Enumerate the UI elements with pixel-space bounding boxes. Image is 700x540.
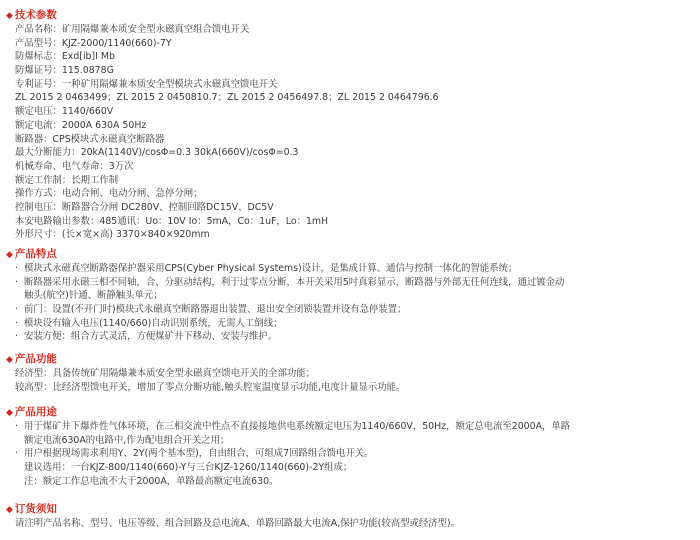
order-section [0,502,700,531]
functions-line: 经济型：具备传统矿用隔爆兼本质安全型永磁真空馈电开关的全部功能； [15,368,316,379]
tech-line: 防爆证号：115.0878G [15,65,114,77]
features-heading: ◆ 产品特点 [6,248,57,260]
functions-section [0,352,700,394]
diamond-icon: ◆ [6,11,13,21]
bullet-dot: · [15,331,18,343]
tech-line: 产品名称：矿用隔爆兼本质安全型永磁真空组合馈电开关 [15,24,250,35]
tech-line: 最大分断能力：20kA(1140V)/cosΦ=0.3 30kA(660V)/cosΦ=0.3 [15,147,299,159]
features-item: · 前门：设置(不开门时)模块式永磁真空断路器退出装置、退出安全闭锁装置并设有急停装置； [15,304,407,316]
usage-item: 注：额定工作总电流不大于2000A，单路最高额定电流630。 [24,475,279,487]
tech-line: 控制电压：断路器合分闸 DC280V、控制回路DC15V、DC5V [15,201,274,213]
usage-item: · 用于煤矿井下爆炸性气体环境，在三相交流中性点不直接接地供电系统额定电压为1140/660V，50Hz，额定总电流至2000A，单路 [15,421,571,432]
features-item: · 安装方便：组合方式灵活，方便煤矿井下移动、安装与维护。 [15,331,278,343]
usage-item: 额定电流630A的电路中,作为配电组合开关之用； [24,434,230,446]
features-section [0,247,700,344]
tech-section [0,8,700,242]
diamond-icon: ◆ [6,408,13,418]
usage-heading: ◆ 产品用途 [6,406,57,418]
bullet-dot: · [15,276,18,288]
tech-line: 本安电路输出参数：485通讯：Uo：10V Io：5mA，Co：1uF，Lo：1mH [15,215,329,227]
tech-line: 额定电压：1140/660V [15,106,114,118]
tech-line: 产品型号：KJZ-2000/1140(660)-7Y [15,37,172,49]
tech-line: 专利证号：一种矿用隔爆兼本质安全型模块式永磁真空馈电开关 [15,78,278,90]
tech-line: 额定电流：2000A 630A 50Hz [15,119,147,131]
bullet-dot: · [15,304,18,316]
tech-line: 操作方式：电动合闸、电动分闸、急停分闸； [15,188,203,200]
features-item: · 断路器采用永磁三相不同轴，合、分驱动结构，利于过零点分断，本开关采用5吋真彩显示，断路器与外部无任何连线，通过镀金动 [15,276,565,288]
bullet-dot: · [15,448,18,460]
tech-line: 外形尺寸：(长×宽×高) 3370×840×920mm [15,229,210,241]
bullet-dot: · [15,263,18,274]
usage-item: 建议选用：一台KJZ-800/1140(660)-Y与三台KJZ-1260/1140(660)-2Y组成； [24,462,353,474]
usage-item: · 用户根据现场需求利用Y、2Y(两个基本型)，自由组合，可组成7回路组合馈电开关。 [15,448,374,460]
functions-line: 较高型：比经济型馈电开关，增加了零点分断功能,触头腔室温度显示功能,电度计量显示功能。 [15,381,406,393]
order-heading: ◆ 订货须知 [6,503,57,515]
tech-line: 断路器：CPS模块式永磁真空断路器 [15,133,165,145]
features-item: · 模块设有输入电压(1140/660)自动识别系统，无需人工倒线； [15,317,283,329]
tech-line: 防爆标志：Exd[ib]I Mb [15,51,115,63]
diamond-icon: ◆ [6,505,13,515]
tech-heading: ◆ 技术参数 [6,9,57,21]
features-item: 触头(航空)针通、断静触头单元； [24,290,163,302]
bullet-dot: · [15,317,18,329]
usage-section [0,405,700,488]
diamond-icon: ◆ [6,355,13,365]
tech-line: ZL 2015 2 0463499；ZL 2015 2 0450810.7；ZL 2015 2 0456497.8；ZL 2015 2 0464796.6 [15,92,439,104]
functions-heading: ◆ 产品功能 [6,353,57,365]
tech-line: 机械寿命、电气寿命：3万次 [15,160,134,172]
bullet-dot: · [15,421,18,432]
features-item: · 模块式永磁真空断路器保护器采用CPS(Cyber Physical Systems)设计，是集成计算、通信与控制一体化的智能系统； [15,263,518,274]
diamond-icon: ◆ [6,250,13,260]
tech-line: 额定工作制：长期工作制 [15,174,119,186]
order-line: 请注明产品名称、型号、电压等级、组合回路及总电流A、单路回路最大电流A,保护功能(较高型或经济型)。 [15,518,461,529]
